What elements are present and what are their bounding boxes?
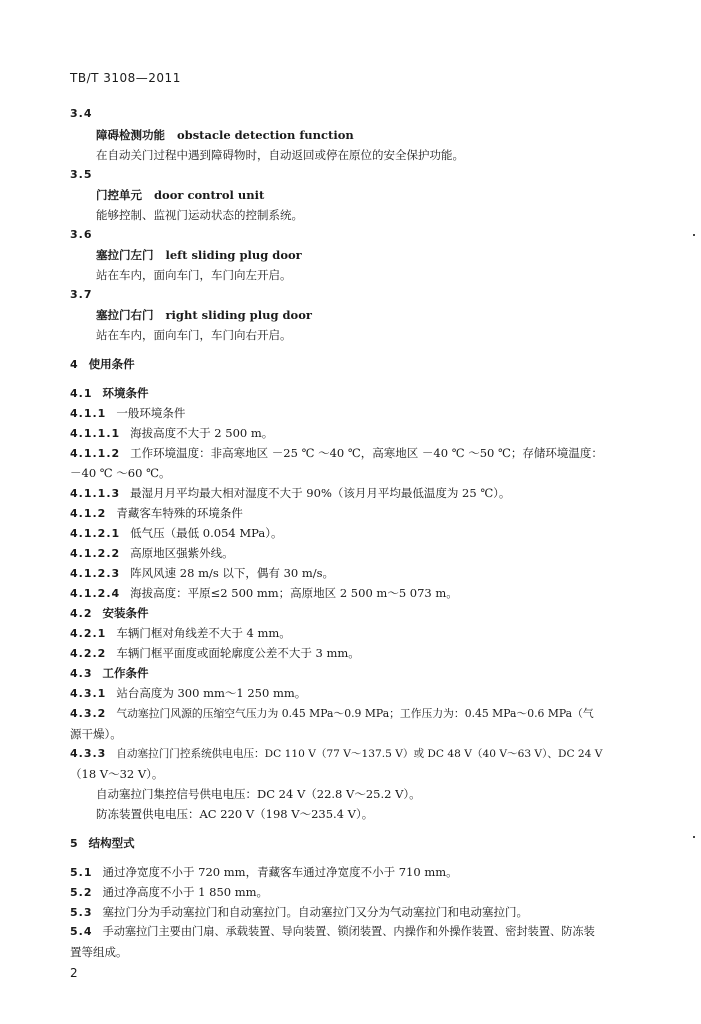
clause-text: 青藏客车特殊的环境条件	[116, 506, 243, 520]
clause	[70, 445, 603, 462]
scan-speck	[693, 234, 695, 236]
clause-text: 气动塞拉门风源的压缩空气压力为 0.45 MPa～0.9 MPa；工作压力为：0.45 MPa～0.6 MPa（气	[116, 707, 594, 720]
clause-number: 3.7	[70, 288, 93, 301]
clause-paragraph: 自动塞拉门集控信号供电电压：DC 24 V（22.8 V～25.2 V）。	[96, 787, 421, 801]
term-definition: 站在车内，面向车门，车门向左开启。	[96, 268, 292, 282]
clause-text: 通过净高度不小于 1 850 mm。	[102, 885, 269, 899]
clause-number: 5.2	[70, 886, 93, 899]
clause-number: 4.3.1	[70, 687, 107, 700]
section-title: 使用条件	[88, 357, 135, 371]
clause-number: 3.6	[70, 228, 93, 241]
clause-continuation: 置等组成。	[70, 945, 128, 959]
subsection-heading	[70, 605, 149, 622]
subsection-title: 工作条件	[102, 666, 149, 680]
clause-number: 4.1.1.1	[70, 427, 121, 440]
clause-number: 3.4	[70, 107, 93, 120]
term-definition: 在自动关门过程中遇到障碍物时，自动返回或停在原位的安全保护功能。	[96, 148, 464, 162]
clause-number: 4.3.2	[70, 707, 107, 720]
term-heading	[96, 247, 302, 263]
clause	[70, 565, 334, 582]
term-heading	[96, 187, 264, 203]
clause-number: 5.1	[70, 866, 93, 879]
term-en: right sliding plug door	[165, 308, 312, 322]
clause	[70, 746, 602, 762]
clause-continuation: （18 V～32 V）。	[70, 767, 164, 781]
clause-number: 4.1	[70, 387, 93, 400]
clause-number: 4.2.2	[70, 647, 107, 660]
clause-text: 一般环境条件	[116, 406, 186, 420]
clause	[70, 425, 273, 442]
clause-text: 通过净宽度不小于 720 mm，青藏客车通过净宽度不小于 710 mm。	[102, 865, 458, 879]
subsection-title: 安装条件	[102, 606, 149, 620]
clause	[70, 505, 243, 522]
term-zh: 门控单元	[96, 188, 142, 202]
term-zh: 塞拉门左门	[96, 248, 154, 262]
term-zh: 障碍检测功能	[96, 128, 165, 142]
clause-text: 站台高度为 300 mm～1 250 mm。	[116, 686, 307, 700]
clause-number: 4.3.3	[70, 747, 107, 760]
term-definition: 站在车内，面向车门，车门向右开启。	[96, 328, 292, 342]
clause-number: 4.1.2.2	[70, 547, 121, 560]
clause	[70, 645, 360, 662]
clause-text: 塞拉门分为手动塞拉门和自动塞拉门。自动塞拉门又分为气动塞拉门和电动塞拉门。	[102, 905, 528, 919]
clause	[70, 904, 528, 921]
term-heading	[96, 307, 312, 323]
term-definition: 能够控制、监视门运动状态的控制系统。	[96, 208, 303, 222]
clause-text: 手动塞拉门主要由门扇、承载装置、导向装置、锁闭装置、内操作和外操作装置、密封装置、防冻装	[102, 925, 595, 938]
clause	[70, 685, 306, 702]
section-heading	[70, 835, 135, 852]
clause-text: 海拔高度：平原≤2 500 mm；高原地区 2 500 m～5 073 m。	[130, 586, 458, 600]
standard-code: TB/T 3108—2011	[70, 71, 181, 85]
clause	[70, 545, 234, 562]
clause-text: 低气压（最低 0.054 MPa）。	[130, 526, 283, 540]
clause	[70, 706, 594, 722]
clause-number: 4.1.2.4	[70, 587, 121, 600]
scan-speck	[693, 836, 695, 838]
clause-number: 5.3	[70, 906, 93, 919]
clause-number: 4.1.2	[70, 507, 107, 520]
clause-text: 自动塞拉门门控系统供电电压：DC 110 V（77 V～137.5 V）或 DC 48 V（40 V～63 V）、DC 24 V	[116, 748, 603, 760]
clause-text: 海拔高度不大于 2 500 m。	[130, 426, 274, 440]
clause-number: 4.2	[70, 607, 93, 620]
section-number: 5	[70, 837, 79, 850]
page-number: 2	[70, 966, 78, 980]
clause-number: 4.1.2.1	[70, 527, 121, 540]
clause	[70, 405, 185, 422]
clause-paragraph: 防冻装置供电电压：AC 220 V（198 V～235.4 V）。	[96, 807, 374, 821]
subsection-heading	[70, 385, 149, 402]
clause-number: 4.1.2.3	[70, 567, 121, 580]
clause-continuation: －40 ℃ ～60 ℃。	[70, 466, 171, 480]
clause	[70, 485, 510, 502]
clause-text: 车辆门框平面度或面轮廓度公差不大于 3 mm。	[116, 646, 360, 660]
clause-number: 3.5	[70, 168, 93, 181]
subsection-title: 环境条件	[102, 386, 149, 400]
clause	[70, 625, 291, 642]
clause-text: 车辆门框对角线差不大于 4 mm。	[116, 626, 291, 640]
term-en: door control unit	[154, 188, 265, 202]
clause	[70, 864, 458, 881]
clause-continuation: 源干燥）。	[70, 727, 122, 741]
clause-number: 5.4	[70, 925, 93, 938]
term-en: left sliding plug door	[165, 248, 302, 262]
clause-number: 4.1.1.2	[70, 447, 121, 460]
section-number: 4	[70, 358, 79, 371]
clause-number: 4.3	[70, 667, 93, 680]
clause-text: 阵风风速 28 m/s 以下，偶有 30 m/s。	[130, 566, 335, 580]
clause-number: 4.1.1	[70, 407, 107, 420]
clause	[70, 924, 595, 940]
clause	[70, 585, 458, 602]
clause	[70, 525, 283, 542]
clause-text: 工作环境温度：非高寒地区 －25 ℃ ～40 ℃，高寒地区 －40 ℃ ～50 ℃；存储环境温度：	[130, 446, 603, 460]
term-en: obstacle detection function	[177, 128, 354, 142]
clause-number: 4.2.1	[70, 627, 107, 640]
clause-number: 4.1.1.3	[70, 487, 121, 500]
clause	[70, 884, 268, 901]
section-title: 结构型式	[88, 836, 135, 850]
subsection-heading	[70, 665, 149, 682]
clause-text: 最湿月月平均最大相对湿度不大于 90%（该月月平均最低温度为 25 ℃）。	[130, 486, 511, 500]
clause-text: 高原地区强紫外线。	[130, 546, 234, 560]
section-heading	[70, 356, 135, 373]
term-heading	[96, 127, 354, 143]
term-zh: 塞拉门右门	[96, 308, 154, 322]
